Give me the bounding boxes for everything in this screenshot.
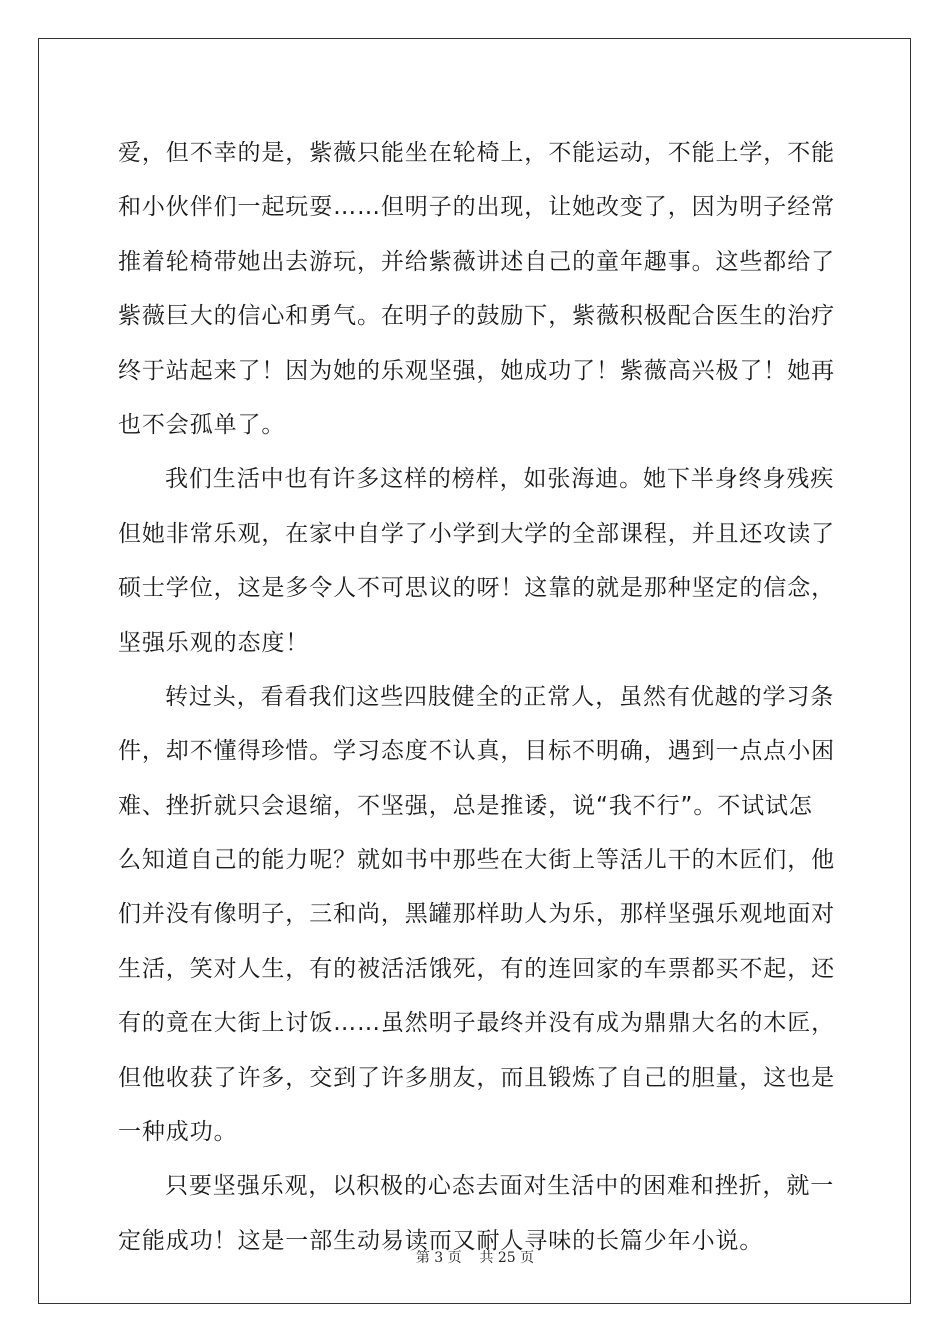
text-line: 也不会孤单了。 <box>118 411 286 438</box>
text-line: 件，却不懂得珍惜。学习态度不认真，目标不明确，遇到一点点小困 <box>118 738 835 765</box>
paragraph-first-line: 我们生活中也有许多这样的榜样，如张海迪。她下半身终身残疾 <box>165 466 835 493</box>
text-line: 们并没有像明子，三和尚，黑罐那样助人为乐，那样坚强乐观地面对 <box>118 901 835 928</box>
text-line: 生活，笑对人生，有的被活活饿死，有的连回家的车票都买不起，还 <box>118 955 835 982</box>
text-line: 坚强乐观的态度！ <box>118 629 310 656</box>
text-line: 么知道自己的能力呢？就如书中那些在大街上等活儿干的木匠们，他 <box>118 847 835 874</box>
document-body <box>118 126 838 1268</box>
text-line: 终于站起来了！因为她的乐观坚强，她成功了！紫薇高兴极了！她再 <box>118 357 835 384</box>
text-line: 一种成功。 <box>118 1119 238 1146</box>
page-total: 共 25 页 <box>479 1250 535 1266</box>
page-number: 第 3 页 <box>415 1250 462 1266</box>
paragraph-first-line: 只要坚强乐观，以积极的心态去面对生活中的困难和挫折，就一 <box>165 1173 835 1200</box>
text-line: 定能成功！这是一部生动易读而又耐人寻味的长篇少年小说。 <box>118 1227 764 1254</box>
paragraph-first-line: 转过头，看看我们这些四肢健全的正常人，虽然有优越的学习条 <box>165 683 835 710</box>
text-line: 和小伙伴们一起玩耍……但明子的出现，让她改变了，因为明子经常 <box>118 194 835 221</box>
text-line: 紫薇巨大的信心和勇气。在明子的鼓励下，紫薇积极配合医生的治疗 <box>118 303 835 330</box>
page-footer <box>0 1247 950 1267</box>
text-line: 爱，但不幸的是，紫薇只能坐在轮椅上，不能运动，不能上学，不能 <box>118 140 835 166</box>
text-line: 难、挫折就只会退缩，不坚强，总是推诿，说“我不行”。不试试怎 <box>118 792 813 819</box>
text-line: 但她非常乐观，在家中自学了小学到大学的全部课程，并且还攻读了 <box>118 520 835 547</box>
text-line: 但他收获了许多，交到了许多朋友，而且锻炼了自己的胆量，这也是 <box>118 1064 835 1091</box>
text-line: 硕士学位，这是多令人不可思议的呀！这靠的就是那种坚定的信念， <box>118 575 835 602</box>
text-line: 推着轮椅带她出去游玩，并给紫薇讲述自己的童年趣事。这些都给了 <box>118 248 835 275</box>
text-line: 有的竟在大街上讨饭……虽然明子最终并没有成为鼎鼎大名的木匠， <box>118 1010 835 1037</box>
